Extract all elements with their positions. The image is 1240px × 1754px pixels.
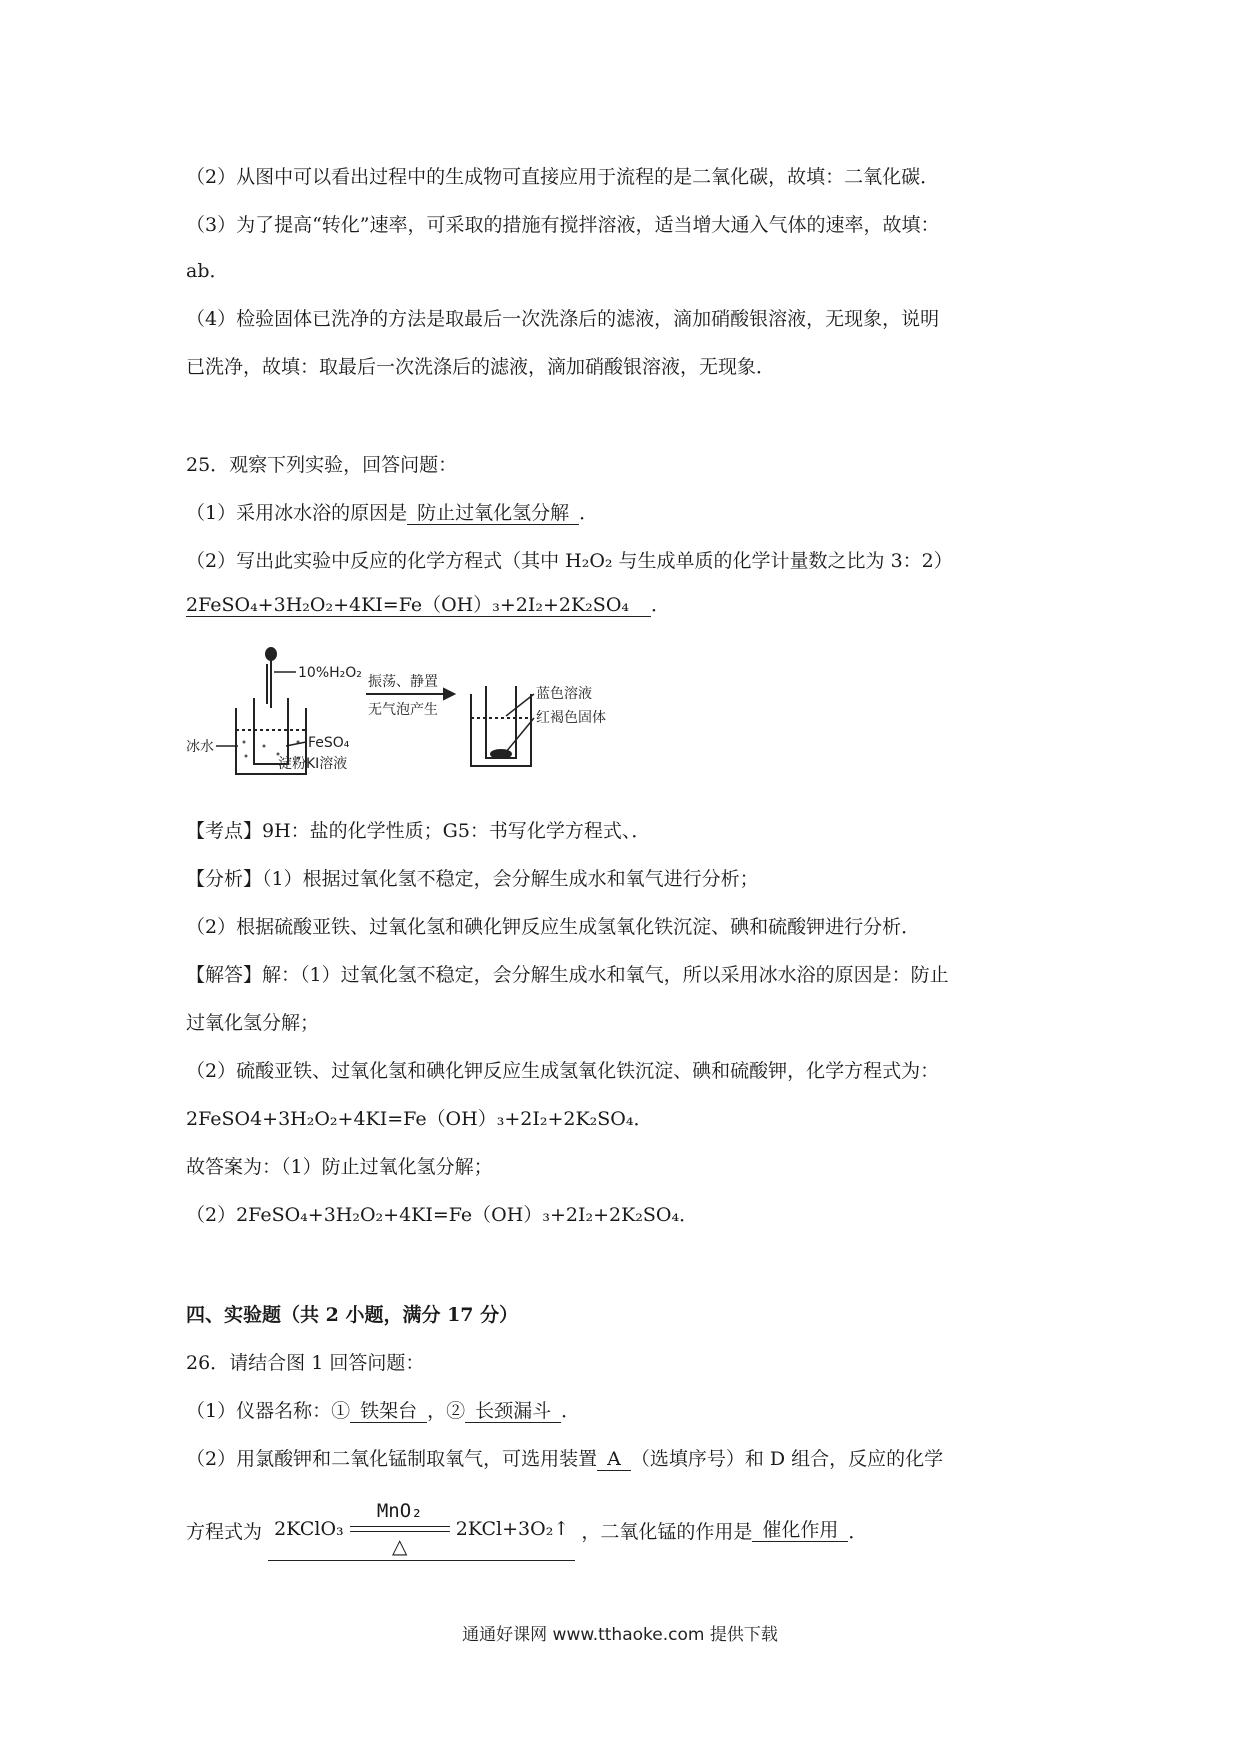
label-h2o2: 10%H₂O₂ bbox=[298, 665, 362, 681]
q26-part2 bbox=[186, 1446, 943, 1472]
section-4-heading: 四、实验题（共 2 小题，满分 17 分） bbox=[186, 1304, 519, 1326]
q25-fenxi-2: （2）根据硫酸亚铁、过氧化氢和碘化钾反应生成氢氧化铁沉淀、碘和硫酸钾进行分析． bbox=[186, 916, 921, 938]
q25-p2-suffix: ． bbox=[651, 594, 671, 616]
label-shake: 振荡、静置 bbox=[368, 674, 438, 690]
label-ice-water: 冰水 bbox=[186, 739, 214, 755]
q25-answer-1: 故答案为：（1）防止过氧化氢分解； bbox=[186, 1156, 493, 1178]
q26-p1-answer2: 长颈漏斗 bbox=[465, 1400, 561, 1423]
q25-jieda-3: （2）硫酸亚铁、过氧化氢和碘化钾反应生成氢氧化铁沉淀、碘和硫酸钾，化学方程式为： bbox=[186, 1060, 940, 1082]
q25-answer-2: （2）2FeSO₄+3H₂O₂+4KI=Fe（OH）₃+2I₂+2K₂SO₄． bbox=[186, 1204, 699, 1226]
q25-part1 bbox=[186, 500, 598, 526]
q25-jieda-2: 过氧化氢分解； bbox=[186, 1012, 320, 1034]
q26-p1-answer1: 铁架台 bbox=[350, 1400, 427, 1423]
q26-p2-answer: A bbox=[597, 1448, 631, 1471]
q26-p2-prefix: （2）用氯酸钾和二氧化锰制取氧气，可选用装置 bbox=[186, 1448, 598, 1470]
q25-fenxi-1: 【分析】（1）根据过氧化氢不稳定，会分解生成水和氧气进行分析； bbox=[186, 868, 759, 890]
answer-line-3: （3）为了提高“转化”速率，可采取的措施有搅拌溶液，适当增大通入气体的速率，故填： bbox=[186, 214, 940, 236]
q25-title: 25．观察下列实验，回答问题： bbox=[186, 454, 458, 476]
q26-eq-prefix: 方程式为 bbox=[186, 1521, 263, 1543]
label-feso4: FeSO₄ bbox=[308, 735, 350, 751]
q26-title: 26．请结合图 1 回答问题： bbox=[186, 1352, 425, 1374]
q25-p2-answer: 2FeSO₄+3H₂O₂+4KI=Fe（OH）₃+2I₂+2K₂SO₄ bbox=[186, 594, 651, 617]
q25-jieda-4: 2FeSO4+3H₂O₂+4KI=Fe（OH）₃+2I₂+2K₂SO₄． bbox=[186, 1108, 653, 1130]
q25-p1-prefix: （1）采用冰水浴的原因是 bbox=[186, 502, 408, 524]
answer-line-2: （2）从图中可以看出过程中的生成物可直接应用于流程的是二氧化碳，故填：二氧化碳． bbox=[186, 166, 940, 188]
q26-p1-prefix: （1）仪器名称：① bbox=[186, 1400, 351, 1422]
page-footer: 通通好课网 www.tthaoke.com 提供下载 bbox=[462, 1625, 778, 1645]
q26-eq-mid: ，二氧化锰的作用是 bbox=[581, 1521, 753, 1543]
q26-p2-suffix: （选填序号）和 D 组合，反应的化学 bbox=[630, 1448, 944, 1470]
answer-line-4: （4）检验固体已洗净的方法是取最后一次洗涤后的滤液，滴加硝酸银溶液，无现象，说明 bbox=[186, 308, 940, 330]
q26-eq-answer bbox=[268, 1500, 575, 1561]
arrow-icon bbox=[366, 689, 454, 699]
q26-equation-line bbox=[186, 1500, 867, 1561]
q25-part2: （2）写出此实验中反应的化学方程式（其中 H₂O₂ 与生成单质的化学计量数之比为 3：2） bbox=[186, 550, 953, 572]
experiment-figure bbox=[186, 646, 626, 786]
q25-kaodian: 【考点】9H：盐的化学性质；G5：书写化学方程式、． bbox=[186, 820, 651, 842]
label-no-bubble: 无气泡产生 bbox=[368, 702, 438, 718]
eq-condition-block bbox=[350, 1500, 450, 1560]
q26-part1 bbox=[186, 1398, 580, 1424]
beaker-result-icon bbox=[471, 686, 531, 766]
q26-eq-catalyst-role: 催化作用 bbox=[752, 1519, 848, 1542]
dropper-icon bbox=[266, 648, 276, 708]
q25-part2-answer bbox=[186, 592, 670, 618]
q26-p1-suffix: ． bbox=[561, 1400, 581, 1422]
label-starch-ki: 淀粉KI溶液 bbox=[278, 756, 348, 772]
q25-p1-suffix: ． bbox=[579, 502, 599, 524]
eq-right: 2KCl+3O₂↑ bbox=[455, 1518, 570, 1540]
answer-line-3-cont: ab． bbox=[186, 260, 229, 282]
q26-p1-mid: ，② bbox=[427, 1400, 466, 1422]
eq-condition: △ bbox=[392, 1534, 408, 1558]
eq-left: 2KClO₃ bbox=[274, 1518, 344, 1540]
q25-p1-answer: 防止过氧化氢分解 bbox=[407, 502, 579, 525]
label-blue-solution: 蓝色溶液 bbox=[536, 686, 592, 702]
label-red-brown-solid: 红褐色固体 bbox=[536, 710, 606, 726]
q25-jieda-1: 【解答】解：（1）过氧化氢不稳定，会分解生成水和氧气，所以采用冰水浴的原因是：防止 bbox=[186, 964, 949, 986]
q26-eq-suffix: ． bbox=[848, 1521, 868, 1543]
eq-catalyst: MnO₂ bbox=[376, 1500, 423, 1522]
answer-line-4-cont: 已洗净，故填：取最后一次洗涤后的滤液，滴加硝酸银溶液，无现象． bbox=[186, 356, 776, 378]
